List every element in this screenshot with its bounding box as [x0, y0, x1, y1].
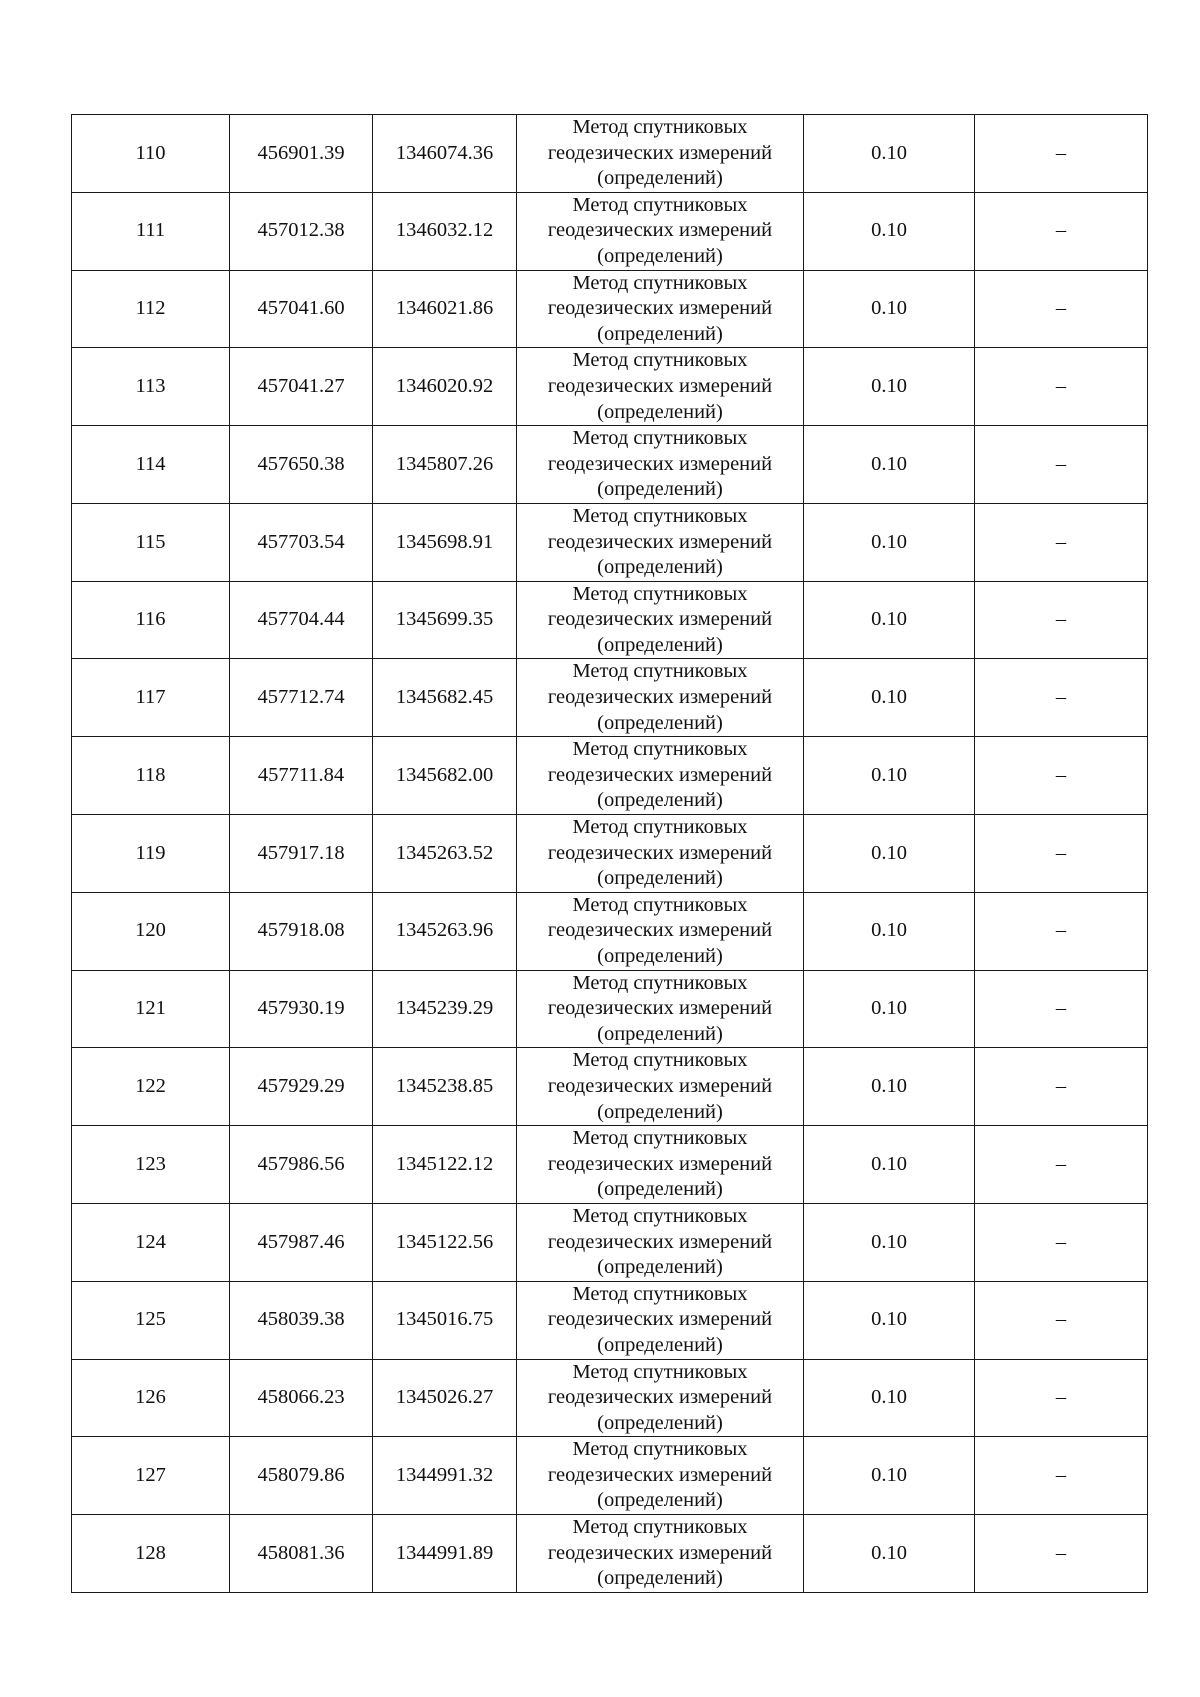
method-line-2: геодезических измерений	[547, 530, 773, 553]
accuracy-cell: 0.10	[804, 1203, 975, 1281]
method-line-2: геодезических измерений	[547, 1541, 773, 1564]
y-coordinate-cell: 1345238.85	[373, 1048, 517, 1126]
method-line-1: Метод спутниковых	[572, 582, 748, 605]
table-row	[72, 815, 1148, 893]
x-coordinate-cell: 457929.29	[230, 1048, 373, 1126]
method-line-3: (определений)	[597, 1489, 723, 1512]
method-line-1: Метод спутниковых	[572, 504, 748, 527]
table-row	[72, 970, 1148, 1048]
note-cell: –	[975, 192, 1148, 270]
y-coordinate-cell: 1346032.12	[373, 192, 517, 270]
accuracy-cell: 0.10	[804, 892, 975, 970]
method-line-3: (определений)	[597, 633, 723, 656]
note-cell: –	[975, 1281, 1148, 1359]
accuracy-cell: 0.10	[804, 1281, 975, 1359]
y-coordinate-cell: 1345699.35	[373, 581, 517, 659]
table-row	[72, 581, 1148, 659]
method-cell	[517, 348, 804, 426]
note-cell: –	[975, 503, 1148, 581]
method-line-1: Метод спутниковых	[572, 893, 748, 916]
y-coordinate-cell: 1345807.26	[373, 426, 517, 504]
method-cell	[517, 1515, 804, 1593]
note-cell: –	[975, 115, 1148, 193]
y-coordinate-cell: 1346020.92	[373, 348, 517, 426]
method-line-3: (определений)	[597, 400, 723, 423]
method-line-2: геодезических измерений	[547, 919, 773, 942]
x-coordinate-cell: 457012.38	[230, 192, 373, 270]
table-row	[72, 892, 1148, 970]
accuracy-cell: 0.10	[804, 426, 975, 504]
method-line-1: Метод спутниковых	[572, 971, 748, 994]
method-line-3: (определений)	[597, 1411, 723, 1434]
method-line-2: геодезических измерений	[547, 1463, 773, 1486]
method-line-1: Метод спутниковых	[572, 427, 748, 450]
method-cell	[517, 270, 804, 348]
method-line-3: (определений)	[597, 556, 723, 579]
point-number-cell: 121	[72, 970, 230, 1048]
method-line-3: (определений)	[597, 1022, 723, 1045]
method-line-3: (определений)	[597, 1256, 723, 1279]
accuracy-cell: 0.10	[804, 115, 975, 193]
method-cell	[517, 892, 804, 970]
table-row	[72, 1203, 1148, 1281]
method-line-3: (определений)	[597, 1100, 723, 1123]
point-number-cell: 128	[72, 1515, 230, 1593]
table-row	[72, 1359, 1148, 1437]
y-coordinate-cell: 1345698.91	[373, 503, 517, 581]
y-coordinate-cell: 1345239.29	[373, 970, 517, 1048]
point-number-cell: 124	[72, 1203, 230, 1281]
note-cell: –	[975, 1126, 1148, 1204]
method-line-2: геодезических измерений	[547, 374, 773, 397]
point-number-cell: 111	[72, 192, 230, 270]
note-cell: –	[975, 270, 1148, 348]
point-number-cell: 126	[72, 1359, 230, 1437]
method-cell	[517, 1359, 804, 1437]
note-cell: –	[975, 659, 1148, 737]
x-coordinate-cell: 457917.18	[230, 815, 373, 893]
method-line-1: Метод спутниковых	[572, 193, 748, 216]
x-coordinate-cell: 457041.27	[230, 348, 373, 426]
note-cell: –	[975, 737, 1148, 815]
method-cell	[517, 503, 804, 581]
y-coordinate-cell: 1345026.27	[373, 1359, 517, 1437]
method-line-3: (определений)	[597, 244, 723, 267]
x-coordinate-cell: 457987.46	[230, 1203, 373, 1281]
y-coordinate-cell: 1345122.12	[373, 1126, 517, 1204]
point-number-cell: 116	[72, 581, 230, 659]
point-number-cell: 115	[72, 503, 230, 581]
method-line-2: геодезических измерений	[547, 997, 773, 1020]
method-line-2: геодезических измерений	[547, 1308, 773, 1331]
accuracy-cell: 0.10	[804, 1359, 975, 1437]
method-line-1: Метод спутниковых	[572, 1282, 748, 1305]
table-row	[72, 426, 1148, 504]
coordinates-table	[71, 114, 1148, 1593]
method-line-2: геодезических измерений	[547, 608, 773, 631]
table-row	[72, 1515, 1148, 1593]
method-line-1: Метод спутниковых	[572, 116, 748, 138]
y-coordinate-cell: 1344991.89	[373, 1515, 517, 1593]
note-cell: –	[975, 815, 1148, 893]
method-cell	[517, 737, 804, 815]
method-cell	[517, 1437, 804, 1515]
accuracy-cell: 0.10	[804, 270, 975, 348]
method-cell	[517, 115, 804, 193]
method-cell	[517, 426, 804, 504]
x-coordinate-cell: 458039.38	[230, 1281, 373, 1359]
method-line-1: Метод спутниковых	[572, 1516, 748, 1539]
method-cell	[517, 659, 804, 737]
method-cell	[517, 970, 804, 1048]
point-number-cell: 123	[72, 1126, 230, 1204]
x-coordinate-cell: 457712.74	[230, 659, 373, 737]
point-number-cell: 110	[72, 115, 230, 193]
table-row	[72, 348, 1148, 426]
point-number-cell: 117	[72, 659, 230, 737]
method-line-1: Метод спутниковых	[572, 660, 748, 683]
method-cell	[517, 581, 804, 659]
method-line-1: Метод спутниковых	[572, 1049, 748, 1072]
x-coordinate-cell: 457986.56	[230, 1126, 373, 1204]
method-line-3: (определений)	[597, 1567, 723, 1590]
method-cell	[517, 815, 804, 893]
method-line-1: Метод спутниковых	[572, 271, 748, 294]
y-coordinate-cell: 1344991.32	[373, 1437, 517, 1515]
accuracy-cell: 0.10	[804, 503, 975, 581]
method-line-3: (определений)	[597, 322, 723, 345]
accuracy-cell: 0.10	[804, 970, 975, 1048]
accuracy-cell: 0.10	[804, 1126, 975, 1204]
point-number-cell: 118	[72, 737, 230, 815]
table-row	[72, 270, 1148, 348]
note-cell: –	[975, 348, 1148, 426]
y-coordinate-cell: 1345682.45	[373, 659, 517, 737]
x-coordinate-cell: 458079.86	[230, 1437, 373, 1515]
point-number-cell: 122	[72, 1048, 230, 1126]
accuracy-cell: 0.10	[804, 348, 975, 426]
accuracy-cell: 0.10	[804, 815, 975, 893]
method-cell	[517, 1281, 804, 1359]
x-coordinate-cell: 457703.54	[230, 503, 373, 581]
point-number-cell: 125	[72, 1281, 230, 1359]
x-coordinate-cell: 457711.84	[230, 737, 373, 815]
method-line-2: геодезических измерений	[547, 219, 773, 242]
method-line-2: геодезических измерений	[547, 141, 773, 164]
note-cell: –	[975, 892, 1148, 970]
table-row	[72, 659, 1148, 737]
method-line-3: (определений)	[597, 867, 723, 890]
table-row	[72, 115, 1148, 193]
method-line-2: геодезических измерений	[547, 1152, 773, 1175]
method-cell	[517, 1203, 804, 1281]
x-coordinate-cell: 456901.39	[230, 115, 373, 193]
y-coordinate-cell: 1345016.75	[373, 1281, 517, 1359]
method-line-2: геодезических измерений	[547, 841, 773, 864]
point-number-cell: 127	[72, 1437, 230, 1515]
x-coordinate-cell: 457918.08	[230, 892, 373, 970]
note-cell: –	[975, 970, 1148, 1048]
method-line-1: Метод спутниковых	[572, 1127, 748, 1150]
point-number-cell: 119	[72, 815, 230, 893]
method-cell	[517, 1048, 804, 1126]
table-row	[72, 1437, 1148, 1515]
method-cell	[517, 192, 804, 270]
point-number-cell: 114	[72, 426, 230, 504]
y-coordinate-cell: 1346021.86	[373, 270, 517, 348]
point-number-cell: 112	[72, 270, 230, 348]
accuracy-cell: 0.10	[804, 659, 975, 737]
x-coordinate-cell: 457930.19	[230, 970, 373, 1048]
note-cell: –	[975, 1048, 1148, 1126]
note-cell: –	[975, 426, 1148, 504]
method-line-1: Метод спутниковых	[572, 1360, 748, 1383]
note-cell: –	[975, 1359, 1148, 1437]
y-coordinate-cell: 1345263.52	[373, 815, 517, 893]
method-line-3: (определений)	[597, 945, 723, 967]
method-line-1: Метод спутниковых	[572, 1438, 748, 1461]
method-cell	[517, 1126, 804, 1204]
table-row	[72, 1048, 1148, 1126]
note-cell: –	[975, 1203, 1148, 1281]
note-cell: –	[975, 581, 1148, 659]
method-line-3: (определений)	[597, 711, 723, 734]
method-line-2: геодезических измерений	[547, 1230, 773, 1253]
method-line-1: Метод спутниковых	[572, 1204, 748, 1227]
x-coordinate-cell: 458066.23	[230, 1359, 373, 1437]
table-row	[72, 1126, 1148, 1204]
y-coordinate-cell: 1346074.36	[373, 115, 517, 193]
note-cell: –	[975, 1437, 1148, 1515]
x-coordinate-cell: 458081.36	[230, 1515, 373, 1593]
table-row	[72, 192, 1148, 270]
accuracy-cell: 0.10	[804, 737, 975, 815]
accuracy-cell: 0.10	[804, 1437, 975, 1515]
table-row	[72, 503, 1148, 581]
x-coordinate-cell: 457041.60	[230, 270, 373, 348]
method-line-3: (определений)	[597, 1178, 723, 1201]
method-line-1: Метод спутниковых	[572, 816, 748, 839]
accuracy-cell: 0.10	[804, 581, 975, 659]
table-row	[72, 1281, 1148, 1359]
x-coordinate-cell: 457650.38	[230, 426, 373, 504]
method-line-3: (определений)	[597, 1333, 723, 1356]
accuracy-cell: 0.10	[804, 1515, 975, 1593]
x-coordinate-cell: 457704.44	[230, 581, 373, 659]
method-line-3: (определений)	[597, 167, 723, 190]
y-coordinate-cell: 1345263.96	[373, 892, 517, 970]
coordinates-table-body	[72, 115, 1148, 1593]
method-line-2: геодезических измерений	[547, 297, 773, 320]
method-line-2: геодезических измерений	[547, 452, 773, 475]
point-number-cell: 113	[72, 348, 230, 426]
method-line-3: (определений)	[597, 478, 723, 501]
method-line-2: геодезических измерений	[547, 1074, 773, 1097]
accuracy-cell: 0.10	[804, 192, 975, 270]
point-number-cell: 120	[72, 892, 230, 970]
method-line-3: (определений)	[597, 789, 723, 812]
method-line-1: Метод спутниковых	[572, 349, 748, 372]
method-line-2: геодезических измерений	[547, 686, 773, 709]
note-cell: –	[975, 1515, 1148, 1593]
accuracy-cell: 0.10	[804, 1048, 975, 1126]
method-line-2: геодезических измерений	[547, 763, 773, 786]
y-coordinate-cell: 1345122.56	[373, 1203, 517, 1281]
method-line-1: Метод спутниковых	[572, 738, 748, 761]
table-row	[72, 737, 1148, 815]
method-line-2: геодезических измерений	[547, 1386, 773, 1409]
y-coordinate-cell: 1345682.00	[373, 737, 517, 815]
